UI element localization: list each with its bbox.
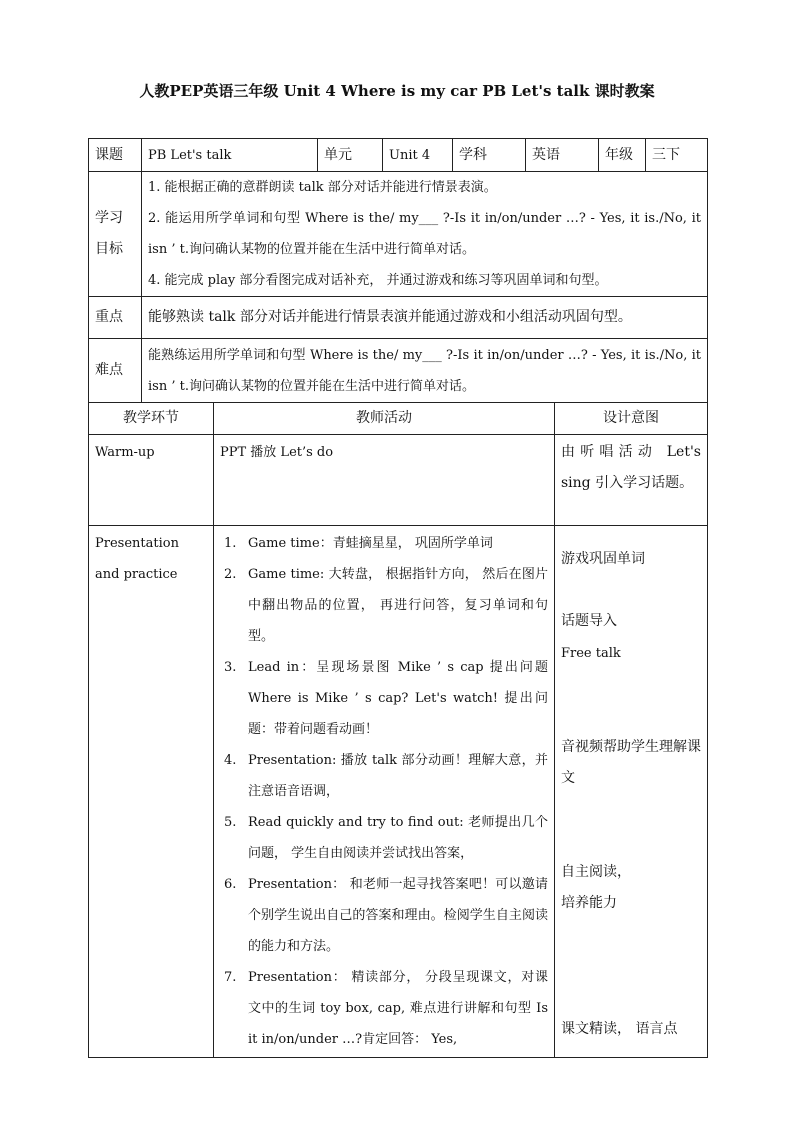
difficulties-row [89, 339, 708, 403]
activity-step [224, 528, 548, 559]
objectives-row [89, 172, 708, 297]
objectives-label-line-2: 目标 [95, 241, 123, 257]
difficulties-label: 难点 [89, 339, 142, 403]
intent-ability: 培养能力 [561, 895, 617, 911]
step-text: Presentation： 精读部分， 分段呈现课文，对课文中的生词 toy box, cap, 难点进行讲解和句型 Is it in/on/under …?肯定回答： Yes, [248, 970, 548, 1047]
activity-step [224, 807, 548, 869]
header-activity: 教师活动 [214, 403, 555, 435]
intent-games: 游戏巩固单词 [561, 551, 645, 567]
lesson-info-table [88, 138, 708, 403]
step-text: Read quickly and try to find out: 老师提出几个问题， 学生自由阅读并尝试找出答案， [248, 815, 548, 861]
presentation-activity [214, 526, 555, 1058]
activity-steps-list [220, 528, 548, 1055]
step-text: Lead in：呈现场景图 Mike ’ s cap 提出问题 Where is Mike ’ s cap? Let's watch! 提出问题：带着问题看动画！ [248, 660, 548, 737]
unit-value: Unit 4 [383, 139, 453, 172]
step-number: 6. [224, 877, 237, 892]
key-points-text: 能够熟读 talk 部分对话并能进行情景表演并能通过游戏和小组活动巩固句型。 [142, 297, 708, 339]
page-title: 人教PEP英语三年级 Unit 4 Where is my car PB Let's talk 课时教案 [139, 82, 655, 100]
difficulties-text [142, 339, 708, 403]
subject-label: 学科 [453, 139, 526, 172]
step-text: Presentation： 和老师一起寻找答案吧！可以邀请个别学生说出自己的答案和理由。检阅学生自主阅读的能力和方法。 [248, 877, 548, 954]
step-number: 4. [224, 753, 237, 768]
intent-topic-intro: 话题导入 [561, 613, 617, 629]
key-points-label: 重点 [89, 297, 142, 339]
objectives-content [142, 172, 708, 297]
step-number: 5. [224, 815, 237, 830]
step-text: Game time: 大转盘， 根据指针方向， 然后在图片中翻出物品的位置， 再进行问答，复习单词和句型。 [248, 567, 548, 644]
step-number: 7. [224, 970, 237, 985]
grade-value: 三下 [646, 139, 708, 172]
info-row [89, 139, 708, 172]
step-number: 1. [224, 536, 237, 551]
intent-free-talk: Free talk [561, 646, 621, 661]
step-number: 3. [224, 660, 237, 675]
objectives-label-line-1: 学习 [95, 210, 123, 226]
process-header-row [89, 403, 708, 435]
activity-step [224, 962, 548, 1055]
activity-step [224, 745, 548, 807]
objective-1: 1. 能根据正确的意群朗读 talk 部分对话并能进行情景表演。 [148, 180, 497, 195]
activity-step [224, 869, 548, 962]
warmup-activity: PPT 播放 Let’s do [214, 435, 555, 526]
step-text: Presentation: 播放 talk 部分动画！理解大意，并注意语音语调， [248, 753, 548, 799]
intent-av: 音视频帮助学生理解课文 [561, 739, 701, 786]
difficulties-text-content: 能熟练运用所学单词和句型 Where is the/ my___ ?-Is it in/on/under …? - Yes, it is./No, it isn ’ t.询问确认某物的位置并能在生活中进行简单对话。 [148, 347, 701, 394]
warmup-intent-text: 由听唱活动 Let's sing 引入学习话题。 [561, 444, 701, 491]
activity-step [224, 652, 548, 745]
key-points-row [89, 297, 708, 339]
objective-2: 2. 能运用所学单词和句型 Where is the/ my___ ?-Is it in/on/under …? - Yes, it is./No, it isn ’ t.询问确认某物的位置并能在生活中进行简单对话。 [148, 211, 701, 257]
unit-label: 单元 [318, 139, 383, 172]
presentation-stage [89, 526, 214, 1058]
header-intent: 设计意图 [555, 403, 708, 435]
warmup-stage: Warm-up [89, 435, 214, 526]
presentation-intent [555, 526, 708, 1058]
objectives-label [89, 172, 142, 297]
teaching-process-table [88, 402, 708, 1058]
intent-column [561, 526, 701, 1057]
intent-close-reading: 课文精读， 语言点 [561, 1021, 678, 1037]
activity-step [224, 559, 548, 652]
presentation-stage-text: Presentation and practice [95, 536, 179, 582]
intent-self-reading: 自主阅读， [561, 864, 631, 880]
step-text: Game time：青蛙摘星星， 巩固所学单词 [248, 536, 493, 551]
step-number: 2. [224, 567, 237, 582]
header-stage: 教学环节 [89, 403, 214, 435]
warmup-row [89, 435, 708, 526]
presentation-row [89, 526, 708, 1058]
subject-value: 英语 [526, 139, 599, 172]
grade-label: 年级 [599, 139, 646, 172]
warmup-intent [555, 435, 708, 526]
objective-3: 4. 能完成 play 部分看图完成对话补充， 并通过游戏和练习等巩固单词和句型。 [148, 273, 608, 288]
topic-label: 课题 [89, 139, 142, 172]
topic-value: PB Let's talk [142, 139, 318, 172]
